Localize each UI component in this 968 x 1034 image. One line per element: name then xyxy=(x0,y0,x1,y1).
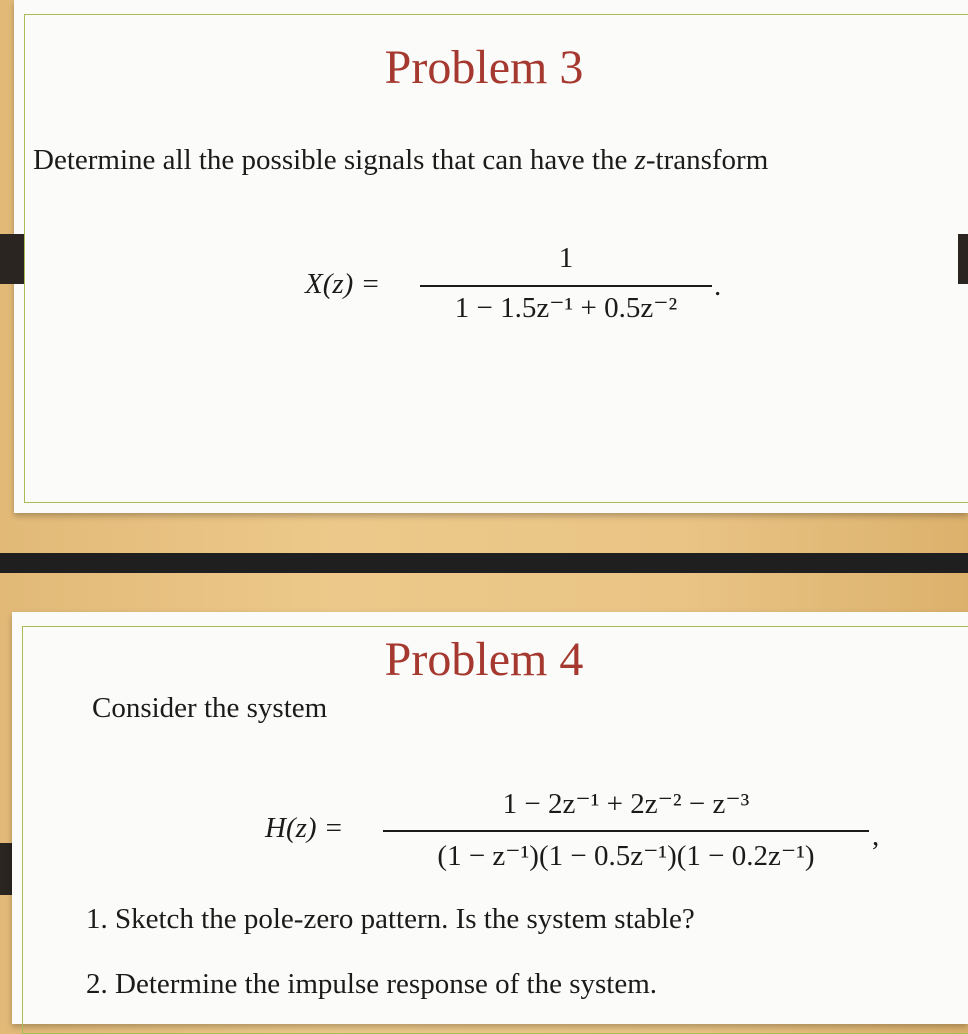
problem-3-numerator: 1 xyxy=(558,242,574,274)
problem-4-list-item xyxy=(86,903,695,936)
problem-3-statement xyxy=(33,144,768,177)
list-item-number: 2. xyxy=(86,968,108,1000)
left-side-tab xyxy=(0,234,24,284)
slide-divider xyxy=(0,553,968,573)
problem-4-numerator: 1 − 2z⁻¹ + 2z⁻² − z⁻³ xyxy=(502,788,750,820)
problem-3-equation-lhs: X(z) = xyxy=(305,268,381,300)
problem-4-equation-end: , xyxy=(872,820,880,852)
problem-3-statement-var: z xyxy=(634,144,646,176)
problem-3-denominator: 1 − 1.5z⁻¹ + 0.5z⁻² xyxy=(454,292,678,324)
list-item-number: 1. xyxy=(86,903,108,935)
list-item-text: Determine the impulse response of the system. xyxy=(115,968,658,1000)
problem-4-title: Problem 4 xyxy=(384,633,584,686)
problem-4-denominator: (1 − z⁻¹)(1 − 0.5z⁻¹)(1 − 0.2z⁻¹) xyxy=(437,840,815,872)
problem-4-equation-lhs: H(z) = xyxy=(265,812,344,844)
problem-4-list-item xyxy=(86,968,657,1001)
problem-4-intro: Consider the system xyxy=(92,692,328,724)
problem-3-equation-end: . xyxy=(714,270,722,302)
right-side-tab xyxy=(958,234,968,284)
problem-3-statement-pre: Determine all the possible signals that can have the xyxy=(33,144,635,176)
problem-3-title: Problem 3 xyxy=(384,41,584,94)
list-item-text: Sketch the pole-zero pattern. Is the system stable? xyxy=(115,903,695,935)
problem-3-statement-post: -transform xyxy=(645,144,769,176)
